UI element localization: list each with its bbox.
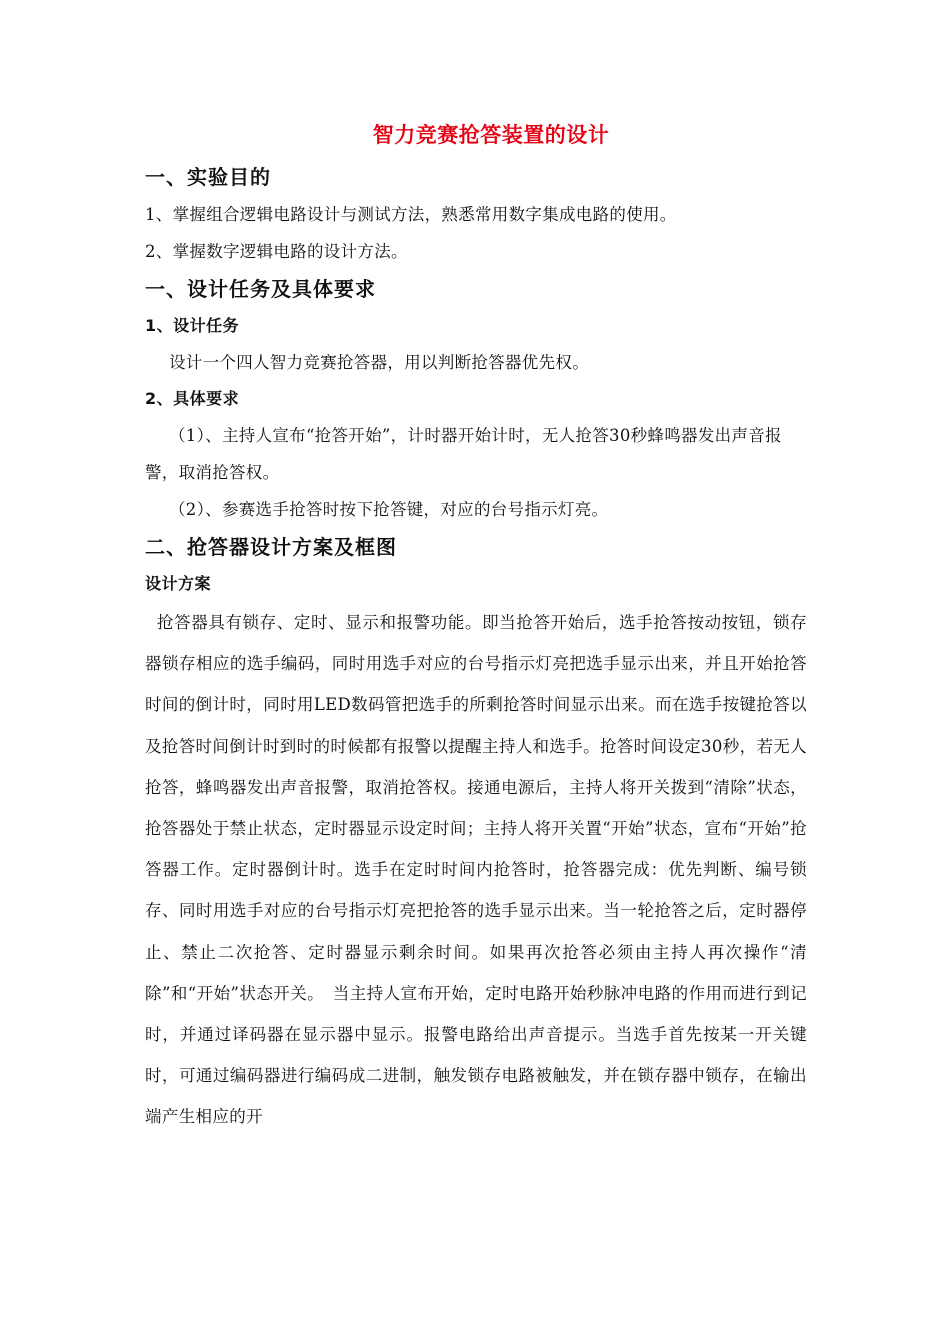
subheading-design-task: 1、设计任务	[145, 316, 240, 335]
section-heading-objectives: 一、实验目的	[145, 165, 271, 189]
requirement-item-1: （1）、主持人宣布“抢答开始”，计时器开始计时，无人抢答30秒蜂鸣器发出声音报警，取消抢答权。	[145, 426, 782, 482]
requirement-item-2: （2）、参赛选手抢答时按下抢答键，对应的台号指示灯亮。	[169, 500, 609, 519]
objective-item-1: 1、掌握组合逻辑电路设计与测试方法，熟悉常用数字集成电路的使用。	[145, 205, 677, 224]
subheading-specific-requirements: 2、具体要求	[145, 389, 240, 408]
document-title: 智力竞赛抢答装置的设计	[372, 122, 610, 147]
subheading-design-scheme: 设计方案	[145, 574, 212, 593]
section-heading-scheme: 二、抢答器设计方案及框图	[145, 535, 397, 559]
design-task-text: 设计一个四人智力竞赛抢答器，用以判断抢答器优先权。	[169, 353, 589, 372]
design-scheme-text: 抢答器具有锁存、定时、显示和报警功能。即当抢答开始后，选手抢答按动按钮，锁存器锁存相应的选手编码，同时用选手对应的台号指示灯亮把选手显示出来，并且开始抢答时间的倒计时，同时用LED数码管把选手的所剩抢答时间显示出来。而在选手按键抢答以及抢答时间倒计时到时的时候都有报警以提醒主持人和选手。抢答时间设定30秒，若无人抢答，蜂鸣器发出声音报警，取消抢答权。接通电源后，主持人将开关拨到“清除”状态，抢答器处于禁止状态，定时器显示设定时间；主持人将开关置“开始”状态，宣布“开始”抢答器工作。定时器倒计时。选手在定时时间内抢答时，抢答器完成：优先判断、编号锁存、同时用选手对应的台号指示灯亮把抢答的选手显示出来。当一轮抢答之后，定时器停止、禁止二次抢答、定时器显示剩余时间。如果再次抢答必须由主持人再次操作“清除”和“开始”状态开关。 当主持人宣布开始，定时电路开始秒脉冲电路的作用而进行到记时，并通过译码器在显示器中显示。报警电路给出声音提示。当选手首先按某一开关键时，可通过编码器进行编码成二进制，触发锁存电路被触发，并在锁存器中锁存，在输出端产生相应的开	[145, 613, 807, 1127]
document-page	[145, 118, 807, 1138]
section-heading-requirements: 一、设计任务及具体要求	[145, 277, 376, 301]
objective-item-2: 2、掌握数字逻辑电路的设计方法。	[145, 242, 408, 261]
